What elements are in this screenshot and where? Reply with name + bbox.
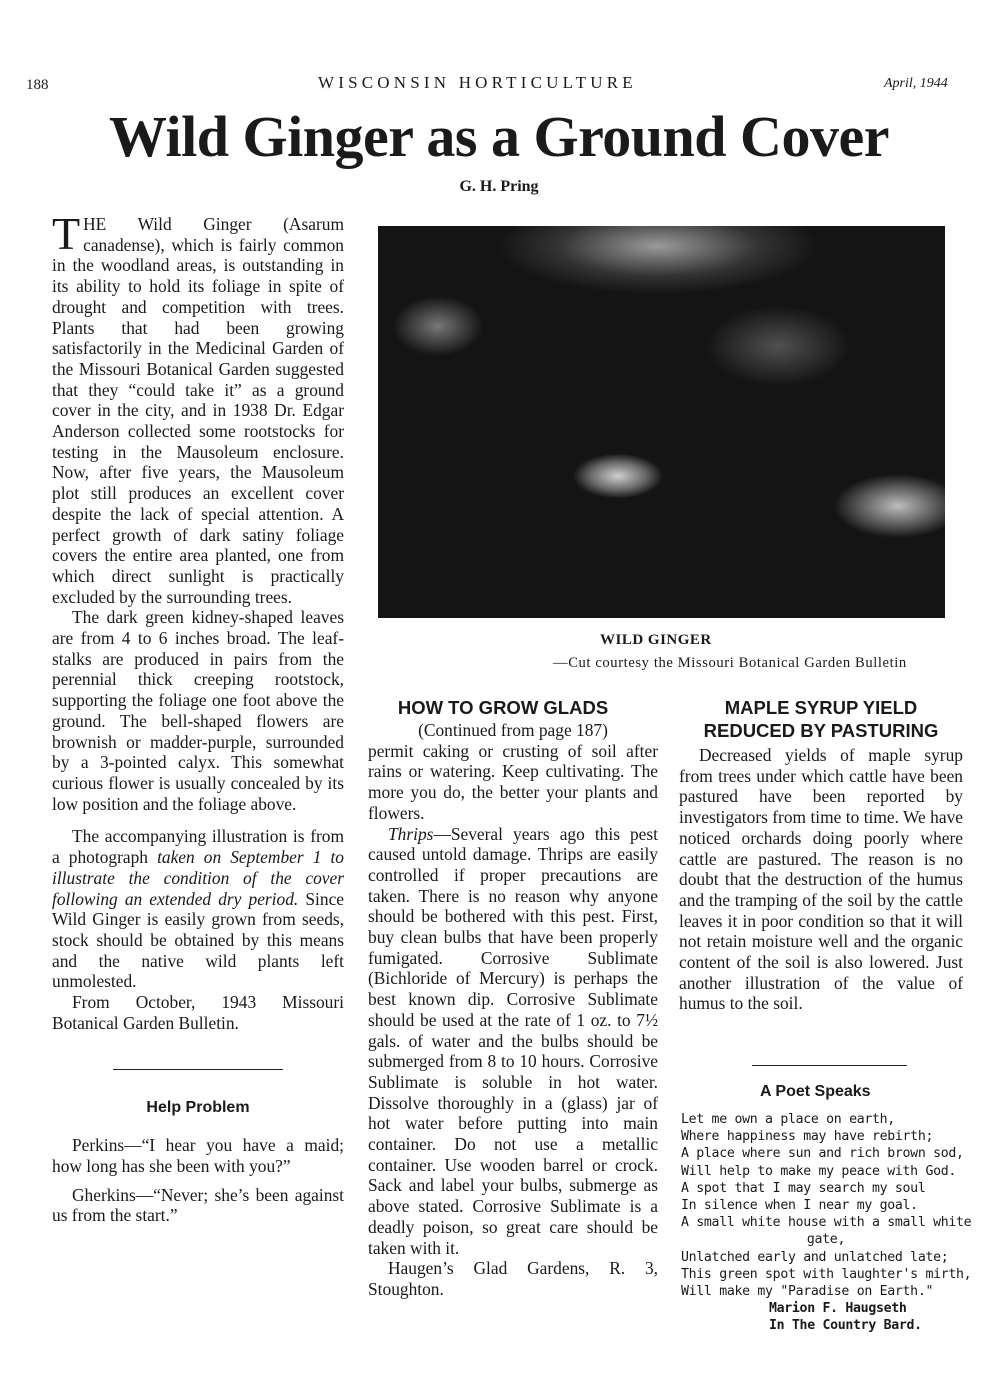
maple-body: Decreased yields of maple syrup from trees under which cattle have been pastured have been reported by investigators from time to time. We have noticed orchards doing poorly where cattle are pastured. The reason is no doubt that the destruction of the humus and the tramping of the soil by the cattle leaves it in poor condition so that it will not retain moisture well and the organic content of the soil is also lowered. Just another illustration of the value of humus to the soil.	[679, 745, 963, 1014]
poem-line: A small white house with a small white	[681, 1215, 972, 1231]
article-title: Wild Ginger as a Ground Cover	[109, 104, 889, 169]
magazine-title: WISCONSIN HORTICULTURE	[318, 73, 637, 92]
poem	[681, 1111, 971, 1335]
poem-source: In The Country Bard.	[769, 1318, 922, 1334]
help-problem-line-2: Gherkins—“Never; she’s been against us from the start.”	[52, 1184, 344, 1226]
glads-paragraph-2	[368, 824, 658, 1259]
poem-line: Will make my "Paradise on Earth."	[681, 1284, 934, 1300]
paragraph-text: —Several years ago this pest caused untold damage. Thrips are easily controlled if proper precautions are taken. There is no reason why anyone should be bothered with this pest. First, buy clean bulbs that have been properly fumigated. Corrosive Sublimate (Bichloride of Mercury) is perhaps the best known dip. Corrosive Sublimate should be used at the rate of 1 oz. to 7½ gals. of water and the bulbs should be submerged from 8 to 10 hours. Corrosive Sublimate is soluble in hot water. Dissolve thoroughly in a (glass) jar of hot water before putting into main container. Do not use a metallic container. Use wooden barrel or crock. Sack and label your bulbs, submerge as above stated. Corrosive Sublimate is a deadly poison, so great care should be taken with it.	[368, 823, 658, 1258]
divider	[752, 1065, 907, 1066]
article-paragraph-4: From October, 1943 Missouri Botanical Garden Bulletin.	[52, 992, 344, 1033]
poem-line: In silence when I near my goal.	[681, 1198, 918, 1214]
article-paragraph-3	[52, 826, 344, 992]
glads-paragraph-1: permit caking or crusting of soil after rains or watering. Keep cultivating. The more you do, the better your plants and flowers.	[368, 740, 658, 823]
poem-title: A Poet Speaks	[760, 1083, 871, 1100]
photo-caption-title: WILD GINGER	[600, 632, 712, 648]
divider	[113, 1069, 283, 1070]
poem-line: A spot that I may search my soul	[681, 1180, 926, 1196]
article-column	[52, 208, 345, 1226]
article-paragraph-1	[52, 208, 344, 607]
poem-line: Let me own a place on earth,	[681, 1112, 895, 1127]
help-problem-line-1: Perkins—“I hear you have a maid; how long has she been with you?”	[52, 1135, 344, 1176]
maple-title-line-1: MAPLE SYRUP YIELD	[724, 697, 918, 718]
page-number: 188	[26, 77, 49, 93]
drop-cap: T	[52, 208, 81, 259]
maple-title-line-2: REDUCED BY PASTURING	[703, 720, 939, 741]
article-author: G. H. Pring	[459, 178, 539, 195]
paragraph-text: The accompanying illustration is from a photograph	[52, 826, 344, 868]
poem-line: Where happiness may have rebirth;	[681, 1129, 934, 1145]
paragraph-text: Since Wild Ginger is easily grown from seeds, stock should be obtained by this means and the native wild plants left unmolested.	[52, 888, 345, 992]
maple-column	[679, 745, 963, 1014]
wild-ginger-photo	[378, 226, 945, 618]
glads-column	[368, 720, 658, 1300]
poem-line: gate,	[806, 1232, 846, 1248]
article-paragraph-2: The dark green kidney-shaped leaves are from 4 to 6 inches broad. The leaf-stalks are produced in pairs from the perennial thick creeping rootstock, supporting the foliage one foot above the ground. The bell-shaped flowers are brownish or madder-purple, surrounded by a 3-pointed calyx. This somewhat curious flower is usually concealed by its low position and the foliage above.	[52, 607, 344, 814]
glads-continued: (Continued from page 187)	[418, 720, 608, 740]
paragraph-italic: taken on September 1 to illustrate the condition of the cover following an extended dry period.	[52, 847, 344, 909]
poem-line: A place where sun and rich brown sod,	[681, 1146, 964, 1162]
poem-line: Unlatched early and unlatched late;	[681, 1249, 949, 1265]
poem-author: Marion F. Haugseth	[769, 1301, 907, 1317]
glads-signoff: Haugen’s Glad Gardens, R. 3, Stoughton.	[368, 1258, 658, 1299]
help-problem-title: Help Problem	[146, 1099, 250, 1117]
issue-date: April, 1944	[884, 76, 948, 91]
paragraph-text: HE Wild Ginger (Asarum canadense), which is fairly common in the woodland areas, is outstanding in its ability to hold its foliage in spite of drought and competition with trees. Plants that had been growing satisfactorily in the Medicinal Garden of the Missouri Botanical Garden suggested that they “could take it” as a ground cover in the city, and in 1938 Dr. Edgar Anderson collected some rootstocks for testing in the Mausoleum enclosure. Now, after five years, the Mausoleum plot still produces an excellent cover despite the lack of special attention. A perfect growth of dark satiny foliage covers the entire area planted, one from which direct sunlight is practically excluded by the surrounding trees.	[52, 214, 344, 607]
photo-caption-credit: —Cut courtesy the Missouri Botanical Garden Bulletin	[553, 655, 907, 671]
poem-line: This green spot with laughter's mirth,	[681, 1266, 972, 1282]
thrips-label: Thrips	[388, 823, 434, 844]
glads-title: HOW TO GROW GLADS	[397, 697, 609, 718]
poem-line: Will help to make my peace with God.	[681, 1163, 957, 1179]
